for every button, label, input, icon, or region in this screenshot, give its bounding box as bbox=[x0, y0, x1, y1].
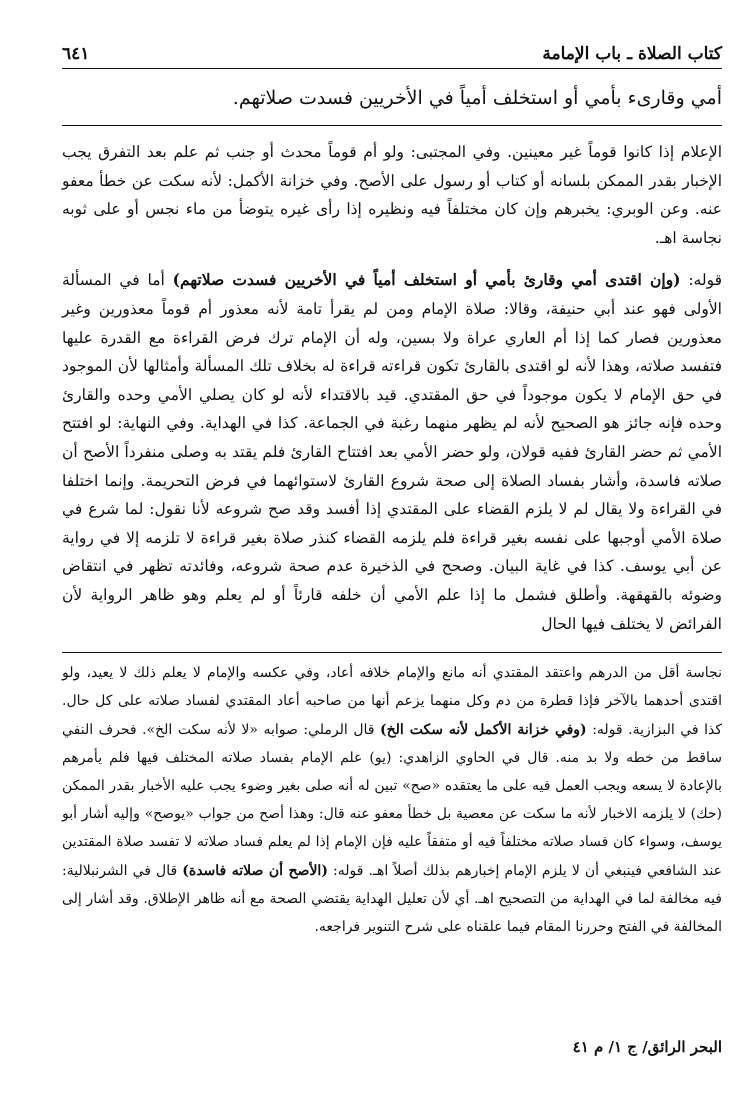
commentary-paragraph: الإعلام إذا كانوا قوماً غير معينين. وفي المجتبى: ولو أم قوماً محدث أو جنب ثم علم بعد التفرق يجب الإخبار بقدر الممكن بلسانه أو كتاب أو رسول على الأصح. وفي خزانة الأكمل: لأنه سكت عن خطأ معفو عنه. وعن الوبري: يخبرهم وإن كان مختلفاً فيه ونظيره إذا رأى غيره يتوضأ من ماء نجس أو على ثوبه نجاسة اهـ. bbox=[62, 143, 722, 247]
footnote-text: قال الرملي: صوابه «لا لأنه سكت الخ». فحرف النفي ساقط من خطه ولا بد منه. قال في الحاوي الزاهدي: (يو) علم الإمام بفساد صلاته المختلف فيها فلم يأمرهم بالإعادة لا يسعه ويجب العمل فيه على ما يعتقده «صح» تبين له أنه صلى بغير وضوء يجب عليه الأخبار بقدر الممكن (حك) لا يلزمه الاخبار لأنه ما سكت عن معصية بل خطأ معفو عنه قال: وهذا أصح من جواب «يوصح» وإليه أشار أبو يوسف، وسواء كان فساد صلاته مختلفاً فيه أو متفقاً عليه فإن الإمام إذا لم يعلم فساد صلاته لا تفسد صلاة المقتدين عند الشافعي فينبغي أن لا يلزم الإمام إخبارهم بذلك أصلاً اهـ. قوله: bbox=[62, 721, 722, 879]
running-title: كتاب الصلاة ـ باب الإمامة bbox=[542, 44, 722, 64]
commentary-paragraph bbox=[62, 266, 722, 638]
footnote-text: قال في الشرنبلالية: فيه مخالفة لما في الهداية من التصحيح اهـ. أي لأن تعليل الهداية يقتضي الصحة مع أنه ظاهر الإطلاق. وقد أشار إلى المخالفة في الفتح وحررنا المقام فيما علقناه على شرح التنوير فراجعه. bbox=[62, 862, 722, 935]
footnote-text: نجاسة أقل من الدرهم واعتقد المقتدي أنه مانع والإمام خلافه أعاد، وفي عكسه والإمام لا يعلم ذلك لا يعيد، ولو اقتدى أحدهما بالآخر فإذا قطرة من دم وكل منهما يزعم أنها من صاحبه أعاد المقتدي لفساد صلاته على كل حال. كذا في البزازية. قوله: bbox=[62, 665, 723, 738]
commentary-lead: قوله: bbox=[688, 271, 722, 290]
matn-text: أمي وقارىء بأمي أو استخلف أمياً في الأخريين فسدت صلاتهم. bbox=[62, 83, 722, 126]
commentary-text: أما في المسألة الأولى فهو عند أبي حنيفة، وقالا: صلاة الإمام ومن لم يقرأ تامة لأنه معذور أم قوماً معذورين وغير معذورين فصار كما إذا أم العاري عراة ولا بسين، وله أن الإمام ترك فرض القراءة مع القدرة عليها فتفسد صلاته، وهذا لأنه لو اقتدى بالقارئ تكون قراءته قراءة له بخلاف تلك المسألة وأمثالها لأن الموجود في حق الإمام لا يكون موجوداً في حق المقتدي. قيد بالاقتداء لأنه لو كان يصلي الأمي وحده والقارئ وحده فإنه جائز هو الصحيح لأنه لم يظهر منهما رغبة في الجماعة. كذا في الهداية. وفي النهاية: لو افتتح الأمي ثم حضر القارئ ففيه قولان، ولو حضر الأمي بعد افتتاح القارئ فلم يقتد به وصلى منفرداً الأصح أن صلاته فاسدة، وأشار بفساد الصلاة إلى صحة شروع القارئ لاستوائهما في فرض التحريمة. وإنما اختلفا في القراءة ولا يقال لم لا يلزم القضاء على المقتدي إذا أفسد وقد صح شروعه لأنا نقول: لما شرع في صلاة الأمي أوجبها على نفسه بغير قراءة فلم يلزمه القضاء كنذر صلاة بغير قراءة لا تلزمه إلا في رواية عن أبي يوسف. كذا في غاية البيان. وصحح في الذخيرة عدم صحة شروعه، وفائدته تظهر في انتقاض وضوئه بالقهقهة. وأطلق فشمل ما إذا علم الأمي أن خلفه قارئاً أو لم يعلم وهو ظاهر الرواية لأن الفرائض لا يختلف فيها الحال bbox=[62, 271, 723, 633]
footnote-quote: (وفي خزانة الأكمل لأنه سكت الخ) bbox=[379, 721, 587, 738]
printer-signature: البحر الرائق/ ج ١/ م ٤١ bbox=[572, 1038, 722, 1056]
footnote-quote: (الأصح أن صلاته فاسدة) bbox=[182, 862, 328, 879]
footnotes bbox=[62, 659, 722, 941]
page-number: ٦٤١ bbox=[62, 44, 90, 64]
document-page bbox=[62, 30, 722, 1080]
footnote-divider bbox=[62, 652, 722, 653]
matn-quote: (وإن اقتدى أمي وقارئ بأمي أو استخلف أمياً في الأخريين فسدت صلاتهم) bbox=[172, 270, 681, 290]
page-header bbox=[62, 30, 722, 69]
